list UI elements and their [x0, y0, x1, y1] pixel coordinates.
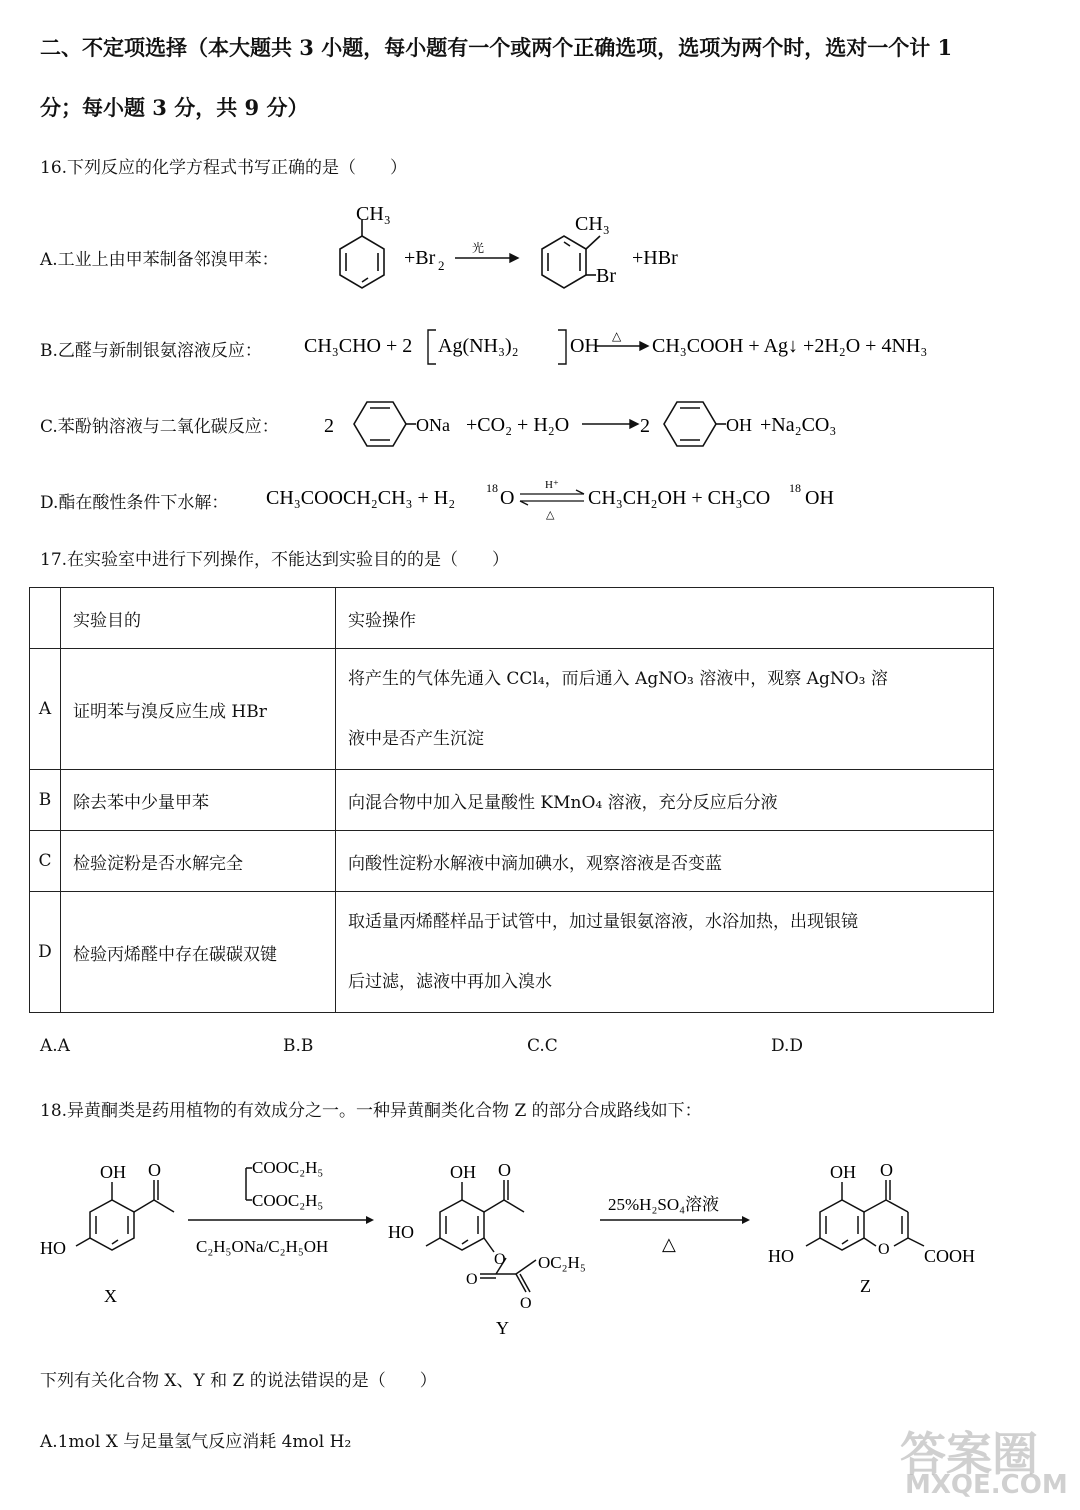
q18-stem: 18.异黄酮类是药用植物的有效成分之一。一种异黄酮类化合物 Z 的部分合成路线如下： [40, 1101, 702, 1121]
header-purpose: 实验目的 [61, 588, 336, 649]
z-o: O [880, 1160, 893, 1180]
row-purpose: 检验丙烯醛中存在碳碳双键 [61, 892, 336, 1013]
table-row [30, 649, 994, 770]
x-o: O [148, 1160, 161, 1180]
y-o3: O [466, 1271, 478, 1288]
x-label: X [104, 1286, 117, 1306]
c-coef1: 2 [324, 415, 334, 437]
plus-br2: +Br [404, 247, 436, 269]
reagent1-bottom: C₂H₅ONa/C₂H₅OH [196, 1237, 329, 1256]
row-key: B [30, 770, 61, 831]
d-oh: OH [805, 487, 834, 509]
answer-d: D.D [771, 1036, 804, 1056]
watermark-logo: 答案圈 [900, 1427, 1038, 1481]
z-label: Z [860, 1276, 871, 1296]
y-o: O [498, 1160, 511, 1180]
c-coef2: 2 [640, 415, 650, 437]
reagent2-top: 25%H₂SO₄溶液 [608, 1195, 720, 1214]
toluene-structure [340, 220, 384, 288]
row-operation: 将产生的气体先通入 CCl₄，而后通入 AgNO₃ 溶液中，观察 AgNO₃ 溶 液中是否产生沉淀 [336, 649, 994, 770]
c-middle: +CO₂ + H₂O [466, 414, 570, 436]
b-oh: OH [570, 335, 599, 357]
watermark-site: MXQE.COM [905, 1470, 1068, 1500]
phenoxide-ring [354, 402, 416, 446]
table-row [30, 831, 994, 892]
synthesis-route [30, 1140, 1060, 1350]
row-operation: 取适量丙烯醛样品于试管中，加过量银氨溶液，水浴加热，出现银镜 后过滤，滤液中再加入溴水 [336, 892, 994, 1013]
y-o4: O [520, 1295, 532, 1312]
br2-subscript: 2 [438, 258, 445, 273]
q16-option-d-equation [262, 474, 862, 524]
c-right: +Na₂CO₃ [760, 414, 837, 436]
q16-option-b-label: B.乙醛与新制银氨溶液反应： [40, 341, 262, 361]
q16-option-d-label: D.酯在酸性条件下水解： [40, 493, 229, 513]
compound-z-structure [806, 1180, 924, 1250]
answer-b: B.B [283, 1036, 314, 1056]
experiment-table [29, 587, 994, 1013]
row-purpose: 证明苯与溴反应生成 HBr [61, 649, 336, 770]
equilibrium-arrow [520, 490, 584, 505]
plus-hbr: +HBr [632, 247, 678, 269]
q18-option-a: A.1mol X 与足量氢气反应消耗 4mol H₂ [40, 1432, 352, 1452]
row-purpose: 检验淀粉是否水解完全 [61, 831, 336, 892]
b-right: CH₃COOH + Ag↓ +2H₂O + 4NH₃ [652, 335, 928, 357]
y-label: Y [496, 1318, 509, 1338]
compound-x-structure [76, 1180, 174, 1250]
header-operation: 实验操作 [336, 588, 994, 649]
row-operation: 向酸性淀粉水解液中滴加碘水，观察溶液是否变蓝 [336, 831, 994, 892]
header-blank [30, 588, 61, 649]
reaction-arrow-b [596, 342, 648, 350]
product-ch3: CH₃ [575, 213, 610, 235]
z-cooh: COOH [924, 1246, 976, 1266]
bromotoluene-structure [542, 236, 600, 288]
q16-option-c-label: C.苯酚钠溶液与二氧化碳反应： [40, 417, 279, 437]
y-o2: O [494, 1251, 506, 1268]
q16-option-a-equation [320, 198, 700, 308]
d-cond-top: H⁺ [545, 479, 559, 491]
y-oc2h5: OC₂H₅ [538, 1253, 586, 1272]
c-oh: OH [726, 415, 752, 435]
answer-a: A.A [40, 1036, 70, 1056]
table-row [30, 892, 994, 1013]
row-purpose: 除去苯中少量甲苯 [61, 770, 336, 831]
x-ho: HO [40, 1238, 66, 1258]
y-ho: HO [388, 1222, 414, 1242]
reagent1-top1: COOC₂H₅ [252, 1158, 324, 1177]
d-left: CH₃COOCH₂CH₃ + H₂ [266, 487, 456, 509]
b-complex: Ag(NH₃)₂ [438, 335, 519, 357]
q17-stem: 17.在实验室中进行下列操作，不能达到实验目的的是（ ） [40, 550, 510, 570]
condition-light: 光 [472, 241, 485, 255]
q16-stem: 16.下列反应的化学方程式书写正确的是（ ） [40, 158, 408, 178]
section-heading-line2: 分；每小题 3 分，共 9 分） [40, 95, 309, 120]
z-o2: O [878, 1241, 890, 1258]
b-condition: △ [612, 329, 622, 343]
d-o18: 18 [486, 481, 498, 495]
q16-option-c-equation [320, 392, 860, 456]
toluene-ch3: CH₃ [356, 203, 391, 225]
y-oh: OH [450, 1162, 476, 1182]
product-br: Br [596, 265, 616, 287]
d-right: CH₃CH₂OH + CH₃CO [588, 487, 771, 509]
b-left: CH₃CHO + 2 [304, 335, 413, 357]
compound-y-structure [426, 1180, 536, 1292]
row-operation: 向混合物中加入足量酸性 KMnO₄ 溶液，充分反应后分液 [336, 770, 994, 831]
z-ho: HO [768, 1246, 794, 1266]
q16-option-b-equation [300, 322, 990, 372]
x-oh: OH [100, 1162, 126, 1182]
phenol-ring [664, 402, 726, 446]
z-oh: OH [830, 1162, 856, 1182]
q18-sub-stem: 下列有关化合物 X、Y 和 Z 的说法错误的是（ ） [40, 1371, 437, 1391]
row-key: D [30, 892, 61, 1013]
row-key: A [30, 649, 61, 770]
answer-c: C.C [527, 1036, 558, 1056]
row-key: C [30, 831, 61, 892]
section-heading-line1: 二、不定项选择（本大题共 3 小题，每小题有一个或两个正确选项，选项为两个时，选对一个计 1 [40, 35, 953, 60]
reaction-arrow-c [582, 420, 638, 428]
d-cond-bottom: △ [546, 509, 555, 521]
d-o18b: 18 [789, 481, 801, 495]
table-header-row [30, 588, 994, 649]
c-ona: ONa [416, 415, 450, 435]
q16-option-a-label: A.工业上由甲苯制备邻溴甲苯： [40, 250, 279, 270]
reagent2-bottom: △ [662, 1234, 676, 1254]
table-row [30, 770, 994, 831]
reagent1-top2: COOC₂H₅ [252, 1191, 324, 1210]
reaction-arrow-a [455, 254, 518, 262]
d-o: O [500, 487, 515, 509]
